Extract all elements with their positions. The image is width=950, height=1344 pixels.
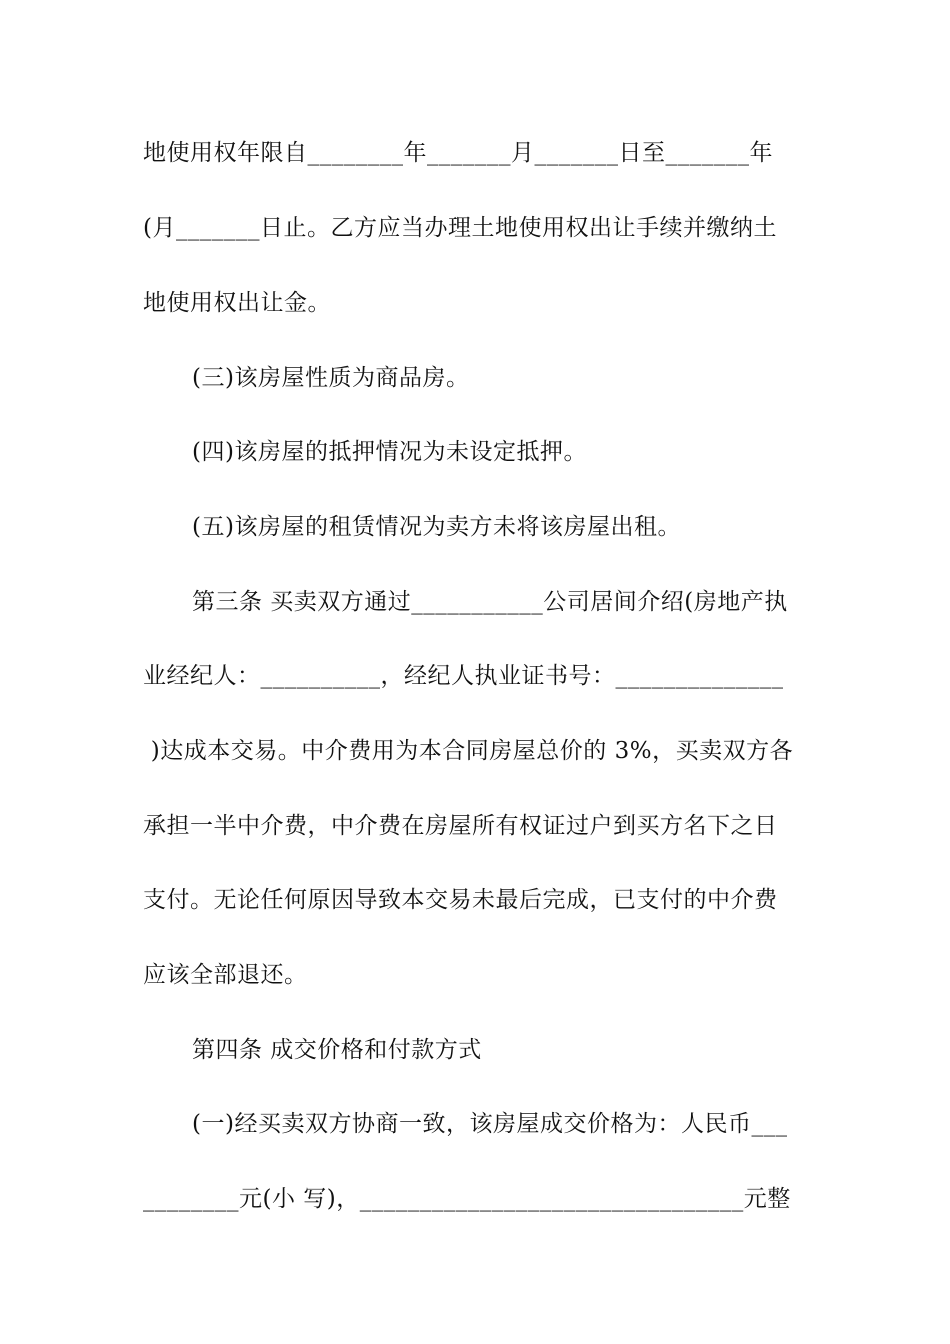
text-line-2: (月_______日止。乙方应当办理土地使用权出让手续并缴纳土: [143, 215, 777, 241]
text-line-14: (一)经买卖双方协商一致，该房屋成交价格为：人民币___: [192, 1111, 788, 1137]
text-line-8: 业经纪人：__________，经纪人执业证书号：______________: [143, 663, 784, 689]
text-line-9: )达成本交易。中介费用为本合同房屋总价的 3%，买卖双方各: [143, 738, 794, 764]
article-3-line: 第三条 买卖双方通过___________公司居间介绍(房地产执: [192, 589, 788, 615]
text-line-11: 支付。无论任何原因导致本交易未最后完成，已支付的中介费: [143, 887, 778, 913]
text-line-4: (三)该房屋性质为商品房。: [192, 365, 470, 391]
text-line-15: ________元(小 写)，________________________________元整: [143, 1186, 791, 1212]
text-line-6: (五)该房屋的租赁情况为卖方未将该房屋出租。: [192, 514, 681, 540]
article-4-heading: 第四条 成交价格和付款方式: [192, 1037, 482, 1063]
text-line-3: 地使用权出让金。: [143, 290, 331, 316]
text-line-5: (四)该房屋的抵押情况为未设定抵押。: [192, 439, 587, 465]
text-line-12: 应该全部退还。: [143, 962, 308, 988]
text-line-1: 地使用权年限自________年_______月_______日至_______年: [143, 140, 773, 166]
text-line-10: 承担一半中介费，中介费在房屋所有权证过户到买方名下之日: [143, 813, 778, 839]
